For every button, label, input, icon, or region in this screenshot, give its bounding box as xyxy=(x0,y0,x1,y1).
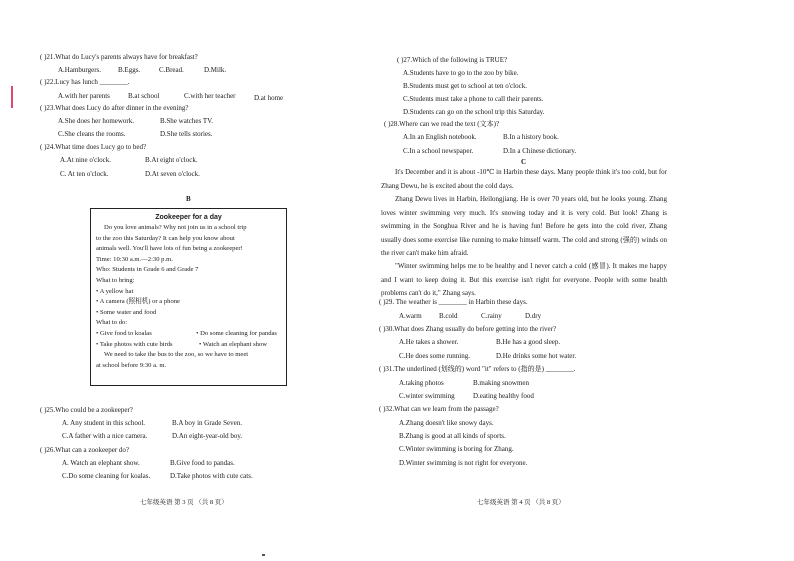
notice-todo-item: • Do some cleaning for pandas xyxy=(196,329,277,337)
question-21-option-d[interactable]: D.Milk. xyxy=(204,66,227,74)
question-24-option-a[interactable]: A.At nine o'clock. xyxy=(60,156,112,164)
question-27-option-a[interactable]: A.Students have to go to the zoo by bike. xyxy=(403,69,519,77)
question-30-stem: ( )30.What does Zhang usually do before getting into the river? xyxy=(379,325,557,333)
zookeeper-notice-box xyxy=(90,208,287,386)
question-26-option-c[interactable]: C.Do some cleaning for koalas. xyxy=(62,472,151,480)
question-31-option-d[interactable]: D.eating healthy food xyxy=(473,392,534,400)
question-31-option-a[interactable]: A.taking photos xyxy=(399,379,444,387)
question-28-option-a[interactable]: A.In an English notebook. xyxy=(403,133,477,141)
question-29-option-b[interactable]: B.cold xyxy=(439,312,458,320)
notice-time: Time: 10:30 a.m.—2:30 p.m. xyxy=(96,255,173,263)
question-25-option-c[interactable]: C.A father with a nice camera. xyxy=(62,432,148,440)
section-c-heading: C xyxy=(521,158,527,166)
question-32-option-d[interactable]: D.Winter swimming is not right for everyone. xyxy=(399,459,528,467)
notice-bring-item: • A yellow hat xyxy=(96,287,134,295)
question-27-stem: ( )27.Which of the following is TRUE? xyxy=(397,56,508,64)
question-32-stem: ( )32.What can we learn from the passage? xyxy=(379,405,499,413)
question-23-option-c[interactable]: C.She cleans the rooms. xyxy=(58,130,126,138)
question-23-stem: ( )23.What does Lucy do after dinner in the evening? xyxy=(40,104,189,112)
question-29-option-a[interactable]: A.warm xyxy=(399,312,422,320)
question-25-option-a[interactable]: A. Any student in this school. xyxy=(62,419,146,427)
question-24-option-c[interactable]: C. At ten o'clock. xyxy=(60,170,109,178)
question-22-option-a[interactable]: A.with her parents xyxy=(58,92,110,100)
question-21-stem: ( )21.What do Lucy's parents always have for breakfast? xyxy=(40,53,198,61)
notice-bring-heading: What to bring: xyxy=(96,276,135,284)
notice-line: at school before 9:30 a. m. xyxy=(96,361,167,369)
question-21-option-c[interactable]: C.Bread. xyxy=(159,66,184,74)
notice-todo-item: • Give food to koalas xyxy=(96,329,152,337)
question-28-option-b[interactable]: B.In a history book. xyxy=(503,133,559,141)
notice-who: Who: Students in Grade 6 and Grade 7 xyxy=(96,266,199,274)
question-21-option-b[interactable]: B.Eggs. xyxy=(118,66,141,74)
question-26-option-d[interactable]: D.Take photos with cute cats. xyxy=(170,472,253,480)
question-22-stem: ( )22.Lucy has lunch ________. xyxy=(40,78,130,86)
notice-line: We need to take the bus to the zoo, so we have to meet xyxy=(104,351,249,359)
right-page xyxy=(379,0,794,561)
question-29-option-d[interactable]: D.dry xyxy=(525,312,542,320)
notice-todo-row xyxy=(96,340,281,351)
notice-todo-row xyxy=(96,329,281,340)
question-23-option-d[interactable]: D.She tells stories. xyxy=(160,130,213,138)
question-25-stem: ( )25.Who could be a zookeeper? xyxy=(40,406,133,414)
question-21-option-a[interactable]: A.Hamburgers. xyxy=(58,66,102,74)
notice-todo-item: • Watch an elephant show xyxy=(199,340,267,348)
page-footer: 七年级英语 第 3 页 （共 8 页） xyxy=(140,499,228,506)
question-32-option-a[interactable]: A.Zhang doesn't like snowy days. xyxy=(399,419,494,427)
notice-line: to the zoo this Saturday? It can help you know about xyxy=(96,234,235,242)
section-b-heading: B xyxy=(186,195,191,203)
question-31-option-c[interactable]: C.winter swimming xyxy=(399,392,455,400)
question-28-option-c[interactable]: C.In a school newspaper. xyxy=(403,147,474,155)
notice-todo-item: • Take photos with cute birds xyxy=(96,340,173,348)
question-31-stem: ( )31.The underlined (划线的) word "it" refers to (指的是) ________. xyxy=(379,365,576,373)
question-30-option-c[interactable]: C.He does some running. xyxy=(399,352,470,360)
question-28-stem: ( )28.Where can we read the text (文本)? xyxy=(384,120,500,128)
question-26-option-b[interactable]: B.Give food to pandas. xyxy=(170,459,235,467)
notice-title: Zookeeper for a day xyxy=(155,214,222,221)
question-22-option-b[interactable]: B.at school xyxy=(128,92,160,100)
question-28-option-d[interactable]: D.In a Chinese dictionary. xyxy=(503,147,577,155)
scan-speck xyxy=(262,554,265,556)
question-23-option-b[interactable]: B.She watches TV. xyxy=(160,117,214,125)
question-27-option-d[interactable]: D.Students can go on the school trip this Saturday. xyxy=(403,108,545,116)
notice-line: Do you love animals? Why not join us in a school trip xyxy=(104,224,247,231)
question-30-option-b[interactable]: B.He has a good sleep. xyxy=(496,338,561,346)
question-30-option-a[interactable]: A.He takes a shower. xyxy=(399,338,459,346)
notice-bring-item: • Some water and food xyxy=(96,308,157,316)
notice-todo-heading: What to do: xyxy=(96,319,128,327)
notice-line: animals well. You'll have lots of fun being a zookeeper! xyxy=(96,245,243,253)
question-32-option-b[interactable]: B.Zhang is good at all kinds of sports. xyxy=(399,432,506,440)
passage-paragraph-2: Zhang Dewu lives in Harbin, Heilongjiang. He is over 70 years old, but he looks young. Zhang loves winter swimming very much. It's snowing today and it is very cold. But look! Zhang is swimming in the Songhua River and he is having fun! Before he gets into the cold river, Zhang usually does some exercise like running to make himself warm. The cold and strong (强的) winds on the river can't make him afraid. xyxy=(381,195,667,257)
question-31-option-b[interactable]: B.making snowmen xyxy=(473,379,529,387)
passage-paragraph-1: It's December and it is about -10℃ in Harbin these days. Many people think it's too cold, but for Zhang Dewu, he is excited about the cold days. xyxy=(381,168,667,190)
notice-bring-item: • A camera (照相机) or a phone xyxy=(96,298,180,306)
question-23-option-a[interactable]: A.She does her homework. xyxy=(58,117,135,125)
question-27-option-c[interactable]: C.Students must take a phone to call their parents. xyxy=(403,95,544,103)
question-30-option-d[interactable]: D.He drinks some hot water. xyxy=(496,352,577,360)
passage-paragraph-3: "Winter swimming helps me to be healthy and I never catch a cold (感冒). It makes me happy and I want to keep doing it. But this exercise isn't right for everyone. People with some health problems can't do it," Zhang says. xyxy=(381,262,667,297)
question-24-option-b[interactable]: B.At eight o'clock. xyxy=(145,156,198,164)
question-29-option-c[interactable]: C.rainy xyxy=(481,312,502,320)
question-25-option-d[interactable]: D.An eight-year-old boy. xyxy=(172,432,243,440)
page-footer: 七年级英语 第 4 页 （共 8 页） xyxy=(477,499,565,506)
question-26-option-a[interactable]: A. Watch an elephant show. xyxy=(62,459,140,467)
question-22-option-c[interactable]: C.with her teacher xyxy=(184,92,236,100)
question-27-option-b[interactable]: B.Students must get to school at ten o'clock. xyxy=(403,82,527,90)
question-25-option-b[interactable]: B.A boy in Grade Seven. xyxy=(172,419,242,427)
question-26-stem: ( )26.What can a zookeeper do? xyxy=(40,446,130,454)
question-24-option-d[interactable]: D.At seven o'clock. xyxy=(145,170,200,178)
question-22-option-d[interactable]: D.at home xyxy=(254,94,284,102)
question-24-stem: ( )24.What time does Lucy go to bed? xyxy=(40,143,147,151)
question-29-stem: ( )29. The weather is ________ in Harbin these days. xyxy=(379,298,528,306)
question-32-option-c[interactable]: C.Winter swimming is boring for Zhang. xyxy=(399,445,514,453)
